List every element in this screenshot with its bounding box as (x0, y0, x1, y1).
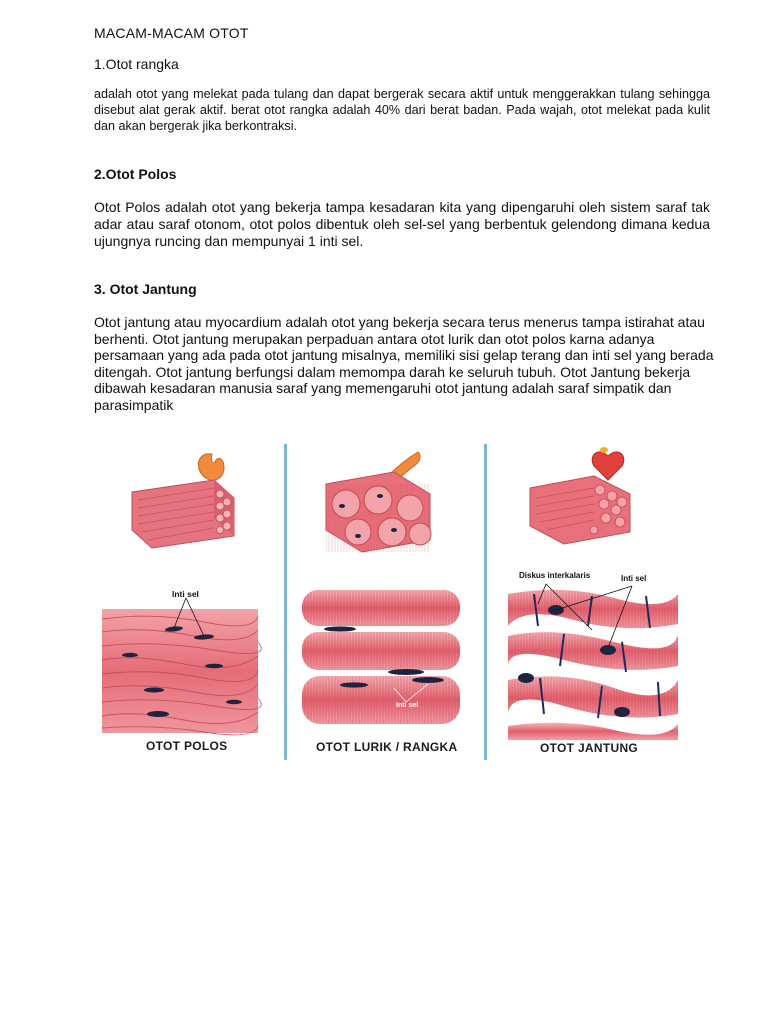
heart-icon (592, 452, 624, 480)
nucleus (614, 707, 630, 717)
section2-body: Otot Polos adalah otot yang bekerja tampa kesadaran kita yang dipengaruhi oleh sistem saraf tak adar atau saraf otonom, otot polos dibentuk oleh sel-sel yang berbentuk gelendong dimana kedua ujungnya runcing dan mempunyai 1 inti sel. (94, 199, 710, 249)
section1-heading: 1.Otot rangka (94, 56, 179, 72)
document-title: MACAM-MACAM OTOT (94, 25, 249, 41)
section1-body: adalah otot yang melekat pada tulang dan dapat bergerak secara aktif untuk menggerakkan tulang sehingga disebut alat gerak aktif. berat otot rangka adalah 40% dari berat badan. Pada wajah, otot melekat pada kulit dan akan bergerak jika berkontraksi. (94, 87, 710, 133)
nucleus-label-skeletal: Inti sel (396, 702, 419, 709)
cardiac-fibers (508, 584, 678, 740)
nucleus (226, 700, 242, 704)
stomach-icon (198, 454, 224, 480)
nucleus (518, 673, 534, 683)
section2-heading: 2.Otot Polos (94, 166, 177, 182)
nucleus (388, 669, 424, 675)
nucleus (147, 711, 169, 717)
nucleus (412, 677, 444, 683)
section3-body: Otot jantung atau myocardium adalah otot yang bekerja secara terus menerus tampa istirahat atau berhenti. Otot jantung merupakan perpaduan antara otot lurik dan otot polos karna adanya persamaan yang ada pada otot jantung misalnya, memiliki sisi gelap terang dan inti sel yang berada ditengah. Otot jantung berfungsi dalam memompa darah ke seluruh tubuh. Otot Jantung bekerja dibawah kesadaran manusia saraf yang memengaruhi otot jantung adalah saraf simpatik dan parasimpatik (94, 314, 714, 413)
caption-skeletal-muscle: OTOT LURIK / RANGKA (316, 740, 458, 754)
skeletal-bundle (326, 472, 431, 552)
section3-heading: 3. Otot Jantung (94, 281, 197, 297)
cardiac-muscle-panel (508, 447, 678, 740)
caption-smooth-muscle: OTOT POLOS (146, 739, 228, 753)
intercalated-disc-label: Diskus interkalaris (519, 571, 591, 580)
nucleus (340, 682, 368, 687)
nucleus (122, 653, 138, 657)
panel-divider (484, 444, 487, 760)
skeletal-fibers (302, 590, 460, 724)
nucleus (144, 688, 164, 693)
nucleus (600, 645, 616, 655)
cardiac-bundle (530, 476, 630, 544)
nucleus-label-smooth: Inti sel (172, 589, 199, 599)
skeletal-muscle-panel (302, 452, 460, 724)
muscle-types-figure (94, 444, 678, 760)
muscle-illustration (94, 444, 678, 760)
nucleus-label-cardiac: Inti sel (621, 574, 647, 583)
nucleus (205, 664, 223, 669)
nucleus (324, 626, 356, 631)
panel-divider (284, 444, 287, 760)
caption-cardiac-muscle: OTOT JANTUNG (540, 741, 639, 755)
